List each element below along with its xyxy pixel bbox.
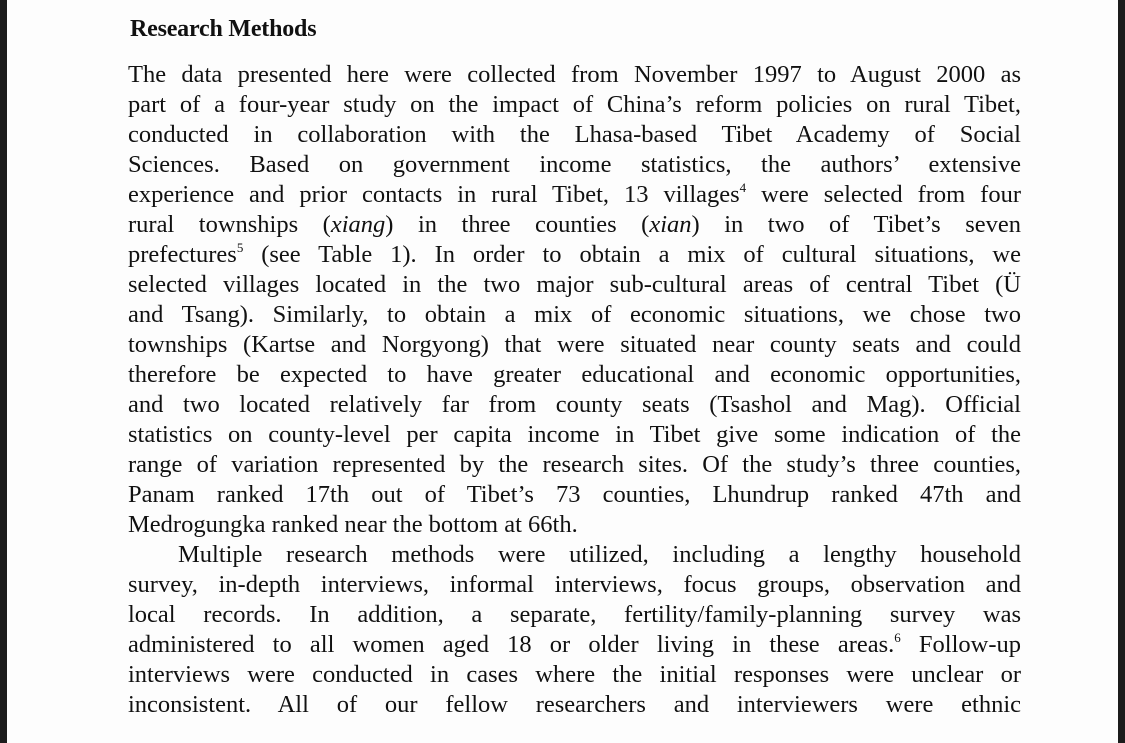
text-line: townships (Kartse and Norgyong) that were situated near county seats and could (128, 331, 1021, 358)
text-line (128, 180, 1021, 210)
text-line: selected villages located in the two major sub-cultural areas of central Tibet (Ü (128, 271, 1021, 298)
section-heading: Research Methods (130, 16, 317, 42)
text-line: local records. In addition, a separate, fertility/family-planning survey was (128, 601, 1021, 628)
text-run: were selected from four (746, 181, 1021, 208)
text-line: Multiple research methods were utilized, including a lengthy household (178, 541, 1021, 568)
footnote-ref[interactable]: 6 (894, 630, 901, 645)
italic-term: xiang (330, 211, 386, 238)
text-run: ) in three counties ( (385, 211, 650, 238)
footnote-ref[interactable]: 5 (236, 240, 244, 255)
text-line: statistics on county-level per capita income in Tibet give some indication of the (128, 421, 1021, 448)
text-run: experience and prior contacts in rural Tibet, 13 villages (128, 181, 740, 208)
text-line (128, 210, 1021, 240)
text-run: prefectures (128, 241, 237, 268)
text-line: Medrogungka ranked near the bottom at 66th. (128, 511, 578, 538)
italic-term: xian (649, 211, 692, 238)
text-line (128, 240, 1021, 270)
paragraph-1 (128, 60, 1021, 540)
text-line: range of variation represented by the research sites. Of the study’s three counties, (128, 451, 1021, 478)
text-line: survey, in-depth interviews, informal interviews, focus groups, observation and (128, 571, 1021, 598)
text-line: part of a four-year study on the impact of China’s reform policies on rural Tibet, (128, 91, 1021, 118)
text-run: (see Table 1). In order to obtain a mix of cultural situations, we (243, 241, 1021, 268)
footnote-ref[interactable]: 4 (739, 180, 747, 195)
text-line: therefore be expected to have greater educational and economic opportunities, (128, 361, 1021, 388)
text-line: interviews were conducted in cases where the initial responses were unclear or (128, 661, 1021, 688)
text-line: Panam ranked 17th out of Tibet’s 73 counties, Lhundrup ranked 47th and (128, 481, 1021, 508)
text-run: ) in two of Tibet’s seven (691, 211, 1021, 238)
text-line (128, 630, 1021, 660)
paragraph-2 (128, 540, 1021, 720)
text-run: Follow-up (900, 631, 1021, 658)
text-line: and Tsang). Similarly, to obtain a mix of economic situations, we chose two (128, 301, 1021, 328)
text-line: inconsistent. All of our fellow researchers and interviewers were ethnic (128, 691, 1021, 718)
text-line: Sciences. Based on government income statistics, the authors’ extensive (128, 151, 1021, 178)
document-page (7, 0, 1118, 743)
text-line: conducted in collaboration with the Lhasa-based Tibet Academy of Social (128, 121, 1021, 148)
body-text (128, 60, 1021, 720)
text-run: administered to all women aged 18 or older living in these areas. (128, 631, 895, 658)
text-run: rural townships ( (128, 211, 331, 238)
text-line: The data presented here were collected from November 1997 to August 2000 as (128, 61, 1021, 88)
text-line: and two located relatively far from county seats (Tsashol and Mag). Official (128, 391, 1021, 418)
